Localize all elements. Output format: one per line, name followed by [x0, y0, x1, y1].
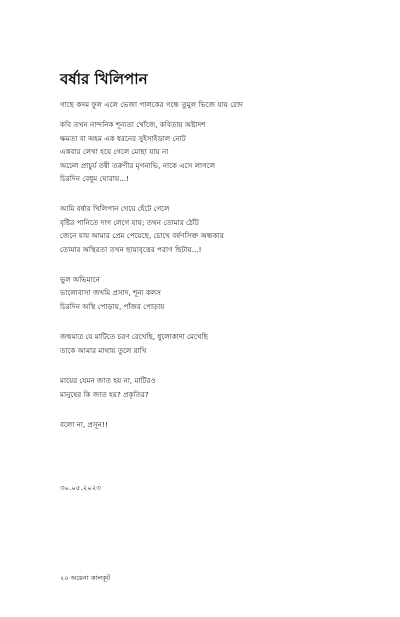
- poem-line: তাকে আমার মাথায় তুলে রাখি: [60, 345, 147, 355]
- poem-line: কবি তখন নান্দনিক শূন্যতা খোঁজে, কবিতায় অষ্টাদশ: [60, 120, 206, 130]
- poem-line: মানুষের কি জাত হয়? প্রকৃতির?: [60, 389, 149, 399]
- poem-line: চিরদিন অস্থি পোড়ায়, পাঁজর পোড়ায়: [60, 301, 165, 311]
- stanza: [60, 418, 380, 431]
- stanza: [60, 330, 380, 357]
- poem-title: বর্ষার খিলিপান: [60, 70, 148, 88]
- stanza: [60, 202, 380, 256]
- poem-line: চিরদিন বেধুম ঘোরায়...!: [60, 174, 129, 184]
- poem-line: তোমার অস্থিরতা তখন ছায়াবৃত্তের পরাগ ছিটায়...!: [60, 244, 202, 254]
- stanza: [60, 98, 380, 111]
- poem-line: ভালোবাসা জখমি প্রসাদ, শূন্য কলস: [60, 288, 162, 298]
- poem-line: অঢেল প্রাচুর্য তন্বী তরুণীর মৃগনাভি, নাকে এসে লাগলে: [60, 160, 216, 170]
- poem-line: জন্মমাত্র যে মাটিতে চরণ রেখেছি, ধুলোকাদা মেখেছি: [60, 332, 208, 342]
- poem-body: [60, 98, 380, 448]
- poem-date: ৩০.০৫.২০২৩: [60, 484, 101, 492]
- poem-line: আমি বর্ষার খিলিপান খেয়ে হেঁটে গেলে: [60, 204, 170, 214]
- poem-line: ক্ষমতা বা অহম এক ধরনের সুইসাইডাল নোট: [60, 133, 186, 143]
- page-footer: ২০ অয়েনা কালকূট: [60, 574, 111, 582]
- stanza: [60, 118, 380, 185]
- stanza: [60, 273, 380, 313]
- poem-line: বলো না, প্রসূন!!: [60, 419, 108, 429]
- stanza: [60, 374, 380, 401]
- poem-line: জেনে যায় আমার প্রেম পেয়েছে, চোখে বর্ষণসিক্ত অন্ধকার: [60, 231, 224, 241]
- poem-line: গাছে কদম ফুল এলে ভেজা পালকের গন্ধে তুমুল ভিজে যায় রোদ: [60, 100, 243, 109]
- poem-line: মায়ের যেমন জাত হয় না, মাটিরও: [60, 376, 156, 386]
- poem-line: একবার লেখা হয়ে গেলে মোছা যায় না: [60, 147, 169, 157]
- poem-line: ভুল অভিমানে: [60, 275, 100, 285]
- poem-line: বৃষ্টির পানিতে দাগ লেগে যায়; তখন তোমার ঠোঁট: [60, 217, 199, 227]
